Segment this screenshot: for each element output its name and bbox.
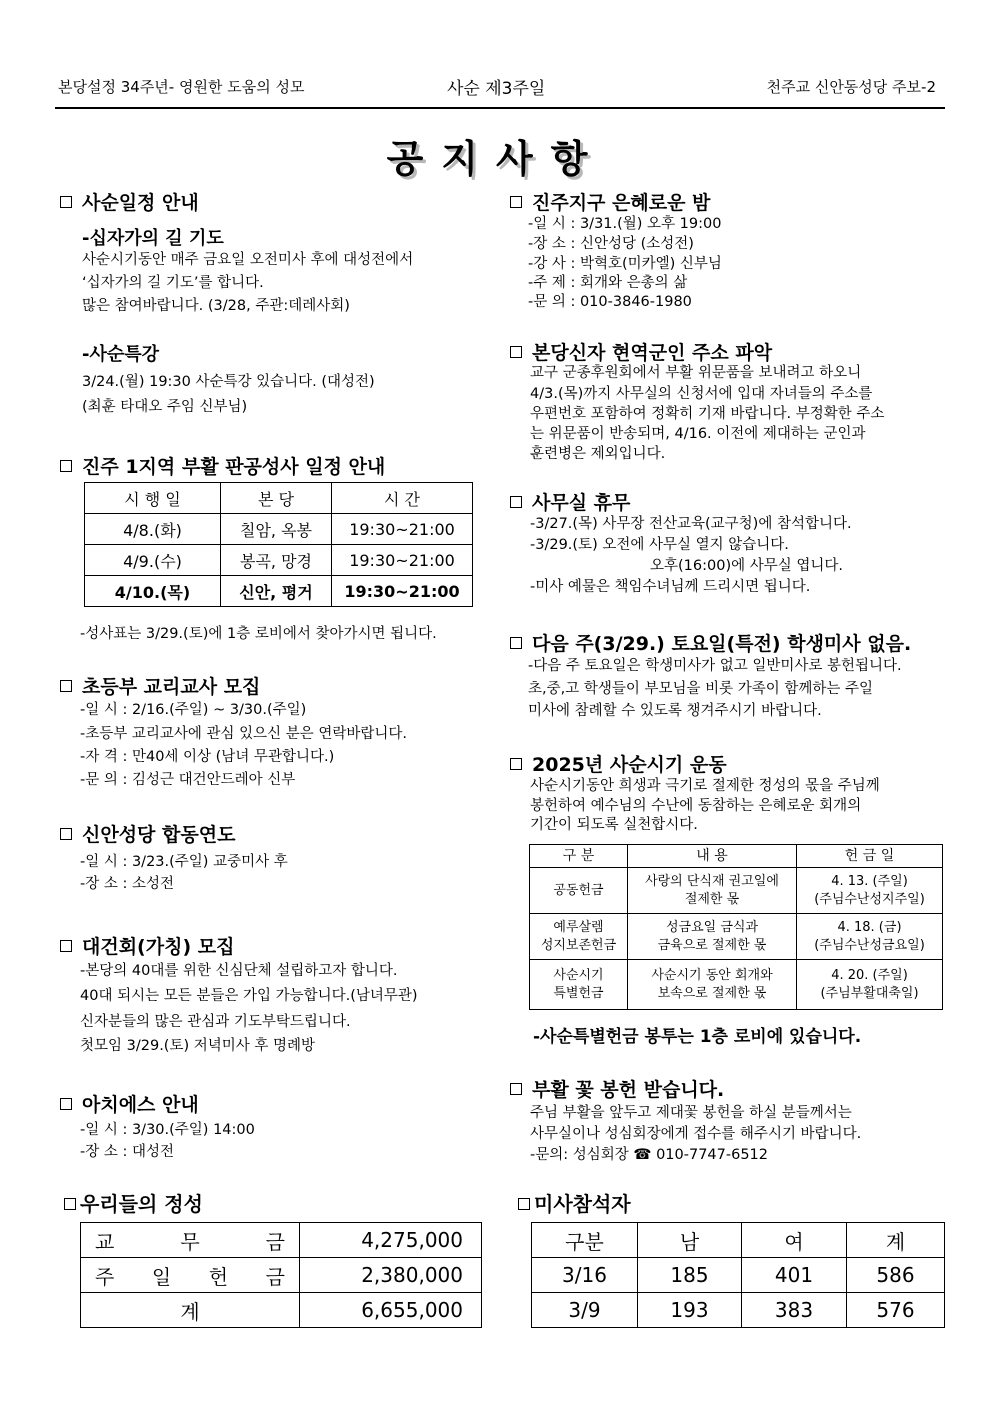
table-cell: 19:30~21:00 <box>332 545 473 576</box>
table-cell: 3/16 <box>532 1258 638 1293</box>
table-cell: 3/9 <box>532 1293 638 1328</box>
text-line: 오후(16:00)에 사무실 엽니다. <box>650 558 843 574</box>
table-cell: 576 <box>847 1293 945 1328</box>
table-header: 시 행 일 <box>85 483 221 514</box>
sub-heading: -십자가의 길 기도 <box>82 228 224 249</box>
text-line: -일 시 : 2/16.(주일) ~ 3/30.(주일) <box>80 702 307 718</box>
text-line: -일 시 : 3/31.(월) 오후 19:00 <box>528 216 722 232</box>
text-line: -3/29.(토) 오전에 사무실 열지 않습니다. <box>530 537 789 553</box>
table-cell: 교 무 금 <box>81 1223 300 1258</box>
text-line: 주님 부활을 앞두고 제대꽃 봉헌을 하실 분들께서는 <box>530 1105 852 1121</box>
text-line: ‘십자가의 길 기도’를 합니다. <box>82 275 264 291</box>
section-heading: 본당신자 현역군인 주소 파악 <box>510 338 772 365</box>
lent-table <box>529 844 943 1010</box>
text-line: 초,중,고 학생들이 부모님을 비롯 가족이 함께하는 주일 <box>528 681 874 697</box>
table-header: 내 용 <box>628 845 797 868</box>
text-line: -3/27.(목) 사무장 전산교육(교구청)에 참석합니다. <box>530 516 852 532</box>
table-cell: 예루살렘 성지보존헌금 <box>530 914 628 960</box>
text-line: 사무실이나 성심회장에게 접수를 해주시기 바랍니다. <box>530 1126 862 1142</box>
section-heading: 다음 주(3/29.) 토요일(특전) 학생미사 없음. <box>510 629 911 656</box>
text-line: 훈련병은 제외입니다. <box>530 446 666 462</box>
checkbox-icon <box>60 680 72 692</box>
text-line: 우편번호 포함하여 정확히 기재 바랍니다. 부정확한 주소 <box>530 406 885 422</box>
checkbox-icon <box>510 1083 522 1095</box>
offering-table <box>80 1222 482 1328</box>
text-line: 40대 되시는 모든 분들은 가입 가능합니다.(남녀무관) <box>80 988 418 1004</box>
section-heading: 신안성당 합동연도 <box>60 820 235 847</box>
table-cell: 4/8.(화) <box>85 514 221 545</box>
checkbox-icon <box>510 196 522 208</box>
text-line: -일 시 : 3/23.(주일) 교중미사 후 <box>80 854 288 870</box>
table-cell: 주 일 헌 금 <box>81 1258 300 1293</box>
section-heading: 미사참석자 <box>518 1188 631 1217</box>
table-cell: 신안, 평거 <box>221 576 332 607</box>
table-cell: 계 <box>81 1293 300 1328</box>
text-line: -문 의 : 김성근 대건안드레아 신부 <box>80 772 296 788</box>
table-cell: 193 <box>638 1293 742 1328</box>
table-cell: 185 <box>638 1258 742 1293</box>
text-line: -강 사 : 박혁호(미카엘) 신부님 <box>528 256 722 272</box>
checkbox-icon <box>510 496 522 508</box>
text-line: -자 격 : 만40세 이상 (남녀 무관합니다.) <box>80 749 335 765</box>
section-heading: 2025년 사순시기 운동 <box>510 750 727 777</box>
section-heading: 부활 꽃 봉헌 받습니다. <box>510 1075 724 1102</box>
text-line: -다음 주 토요일은 학생미사가 없고 일반미사로 봉헌됩니다. <box>528 658 902 674</box>
checkbox-icon <box>60 460 72 472</box>
table-cell: 19:30~21:00 <box>332 576 473 607</box>
table-cell: 성금요일 금식과 금육으로 절제한 몫 <box>628 914 797 960</box>
checkbox-icon <box>60 828 72 840</box>
section-heading: 우리들의 정성 <box>64 1188 203 1217</box>
section-heading: 초등부 교리교사 모집 <box>60 672 260 699</box>
text-line: -장 소 : 신안성당 (소성전) <box>528 236 694 252</box>
section-heading: 진주지구 은혜로운 밤 <box>510 188 710 215</box>
phone-icon: ☎ <box>633 1147 652 1163</box>
text-line: -일 시 : 3/30.(주일) 14:00 <box>80 1122 255 1138</box>
table-cell: 6,655,000 <box>300 1293 482 1328</box>
checkbox-icon <box>510 637 522 649</box>
text-line: -본당의 40대를 위한 신심단체 설립하고자 합니다. <box>80 963 398 979</box>
section-heading: 아치에스 안내 <box>60 1090 199 1117</box>
table-cell: 4. 13. (주일) (주님수난성지주일) <box>797 868 943 914</box>
table-cell: 사랑의 단식재 권고일에 절제한 몫 <box>628 868 797 914</box>
table-header: 헌 금 일 <box>797 845 943 868</box>
text-line: 교구 군종후원회에서 부활 위문품을 보내려고 하오니 <box>530 365 862 381</box>
table-header: 구 분 <box>530 845 628 868</box>
table-cell: 586 <box>847 1258 945 1293</box>
checkbox-icon <box>64 1198 76 1210</box>
table-header: 여 <box>742 1223 847 1258</box>
text-line: 많은 참여바랍니다. (3/28, 주관:데레사회) <box>82 298 350 314</box>
table-cell: 칠암, 옥봉 <box>221 514 332 545</box>
table-cell: 봉곡, 망경 <box>221 545 332 576</box>
table-cell: 4/10.(목) <box>85 576 221 607</box>
header-left: 본당설정 34주년- 영원한 도움의 성모 <box>58 78 305 96</box>
text-line: 는 위문품이 반송되며, 4/16. 이전에 제대하는 군인과 <box>530 426 866 442</box>
table-cell: 383 <box>742 1293 847 1328</box>
text-line: 사순시기동안 희생과 극기로 절제한 정성의 몫을 주님께 <box>530 778 880 794</box>
attendance-table <box>531 1222 945 1328</box>
table-cell: 401 <box>742 1258 847 1293</box>
table-cell: 4. 18. (금) (주님수난성금요일) <box>797 914 943 960</box>
header-center: 사순 제3주일 <box>447 79 546 99</box>
lent-note: -사순특별헌금 봉투는 1층 로비에 있습니다. <box>533 1027 862 1047</box>
text-line: 봉헌하여 예수님의 수난에 동참하는 은혜로운 회개의 <box>530 798 862 814</box>
checkbox-icon <box>60 196 72 208</box>
text-line: 기간이 되도록 실천합시다. <box>530 817 698 833</box>
table-cell: 사순시기 동안 회개와 보속으로 절제한 몫 <box>628 960 797 1010</box>
text-line: 사순시기동안 매주 금요일 오전미사 후에 대성전에서 <box>82 252 414 268</box>
checkbox-icon <box>510 758 522 770</box>
checkbox-icon <box>510 346 522 358</box>
text-line: -문 의 : 010-3846-1980 <box>528 294 692 310</box>
table-cell: 공동헌금 <box>530 868 628 914</box>
table-header: 시 간 <box>332 483 473 514</box>
page-title: 공지사항 <box>386 137 606 181</box>
table-cell: 사순시기 특별헌금 <box>530 960 628 1010</box>
table-cell: 19:30~21:00 <box>332 514 473 545</box>
table-cell: 4/9.(수) <box>85 545 221 576</box>
section-heading: 대건회(가칭) 모집 <box>60 932 234 959</box>
text-line: 3/24.(월) 19:30 사순특강 있습니다. (대성전) <box>82 374 375 390</box>
table-cell: 2,380,000 <box>300 1258 482 1293</box>
table-cell: 4. 20. (주일) (주님부활대축일) <box>797 960 943 1010</box>
text-line: 미사에 참례할 수 있도록 챙겨주시기 바랍니다. <box>528 703 822 719</box>
section-heading: 사순일정 안내 <box>60 188 199 215</box>
contact-line: -문의: 성심회장 ☎ 010-7747-6512 <box>530 1147 769 1163</box>
table-header: 본 당 <box>221 483 332 514</box>
table-header: 계 <box>847 1223 945 1258</box>
text-line: -성사표는 3/29.(토)에 1층 로비에서 찾아가시면 됩니다. <box>80 626 437 642</box>
text-line: -장 소 : 소성전 <box>80 876 174 892</box>
table-header: 남 <box>638 1223 742 1258</box>
table-header: 구분 <box>532 1223 638 1258</box>
text-line: -미사 예물은 책임수녀님께 드리시면 됩니다. <box>530 579 811 595</box>
checkbox-icon <box>60 940 72 952</box>
text-line: (최훈 타대오 주임 신부님) <box>82 399 248 415</box>
text-line: -장 소 : 대성전 <box>80 1144 174 1160</box>
section-heading: 사무실 휴무 <box>510 488 630 515</box>
text-line: -주 제 : 회개와 은총의 삶 <box>528 275 688 291</box>
sub-heading: -사순특강 <box>82 344 160 365</box>
header-right: 천주교 신안동성당 주보-2 <box>766 78 936 96</box>
text-line: 첫모임 3/29.(토) 저녁미사 후 명례방 <box>80 1038 316 1054</box>
checkbox-icon <box>60 1098 72 1110</box>
text-line: -초등부 교리교사에 관심 있으신 분은 연락바랍니다. <box>80 726 408 742</box>
checkbox-icon <box>518 1198 530 1210</box>
text-line: 4/3.(목)까지 사무실의 신청서에 입대 자녀들의 주소를 <box>530 386 873 402</box>
header-divider <box>55 107 945 109</box>
table-cell: 4,275,000 <box>300 1223 482 1258</box>
penance-table <box>84 482 473 607</box>
text-line: 신자분들의 많은 관심과 기도부탁드립니다. <box>80 1014 351 1030</box>
section-heading: 진주 1지역 부활 판공성사 일정 안내 <box>60 452 385 479</box>
